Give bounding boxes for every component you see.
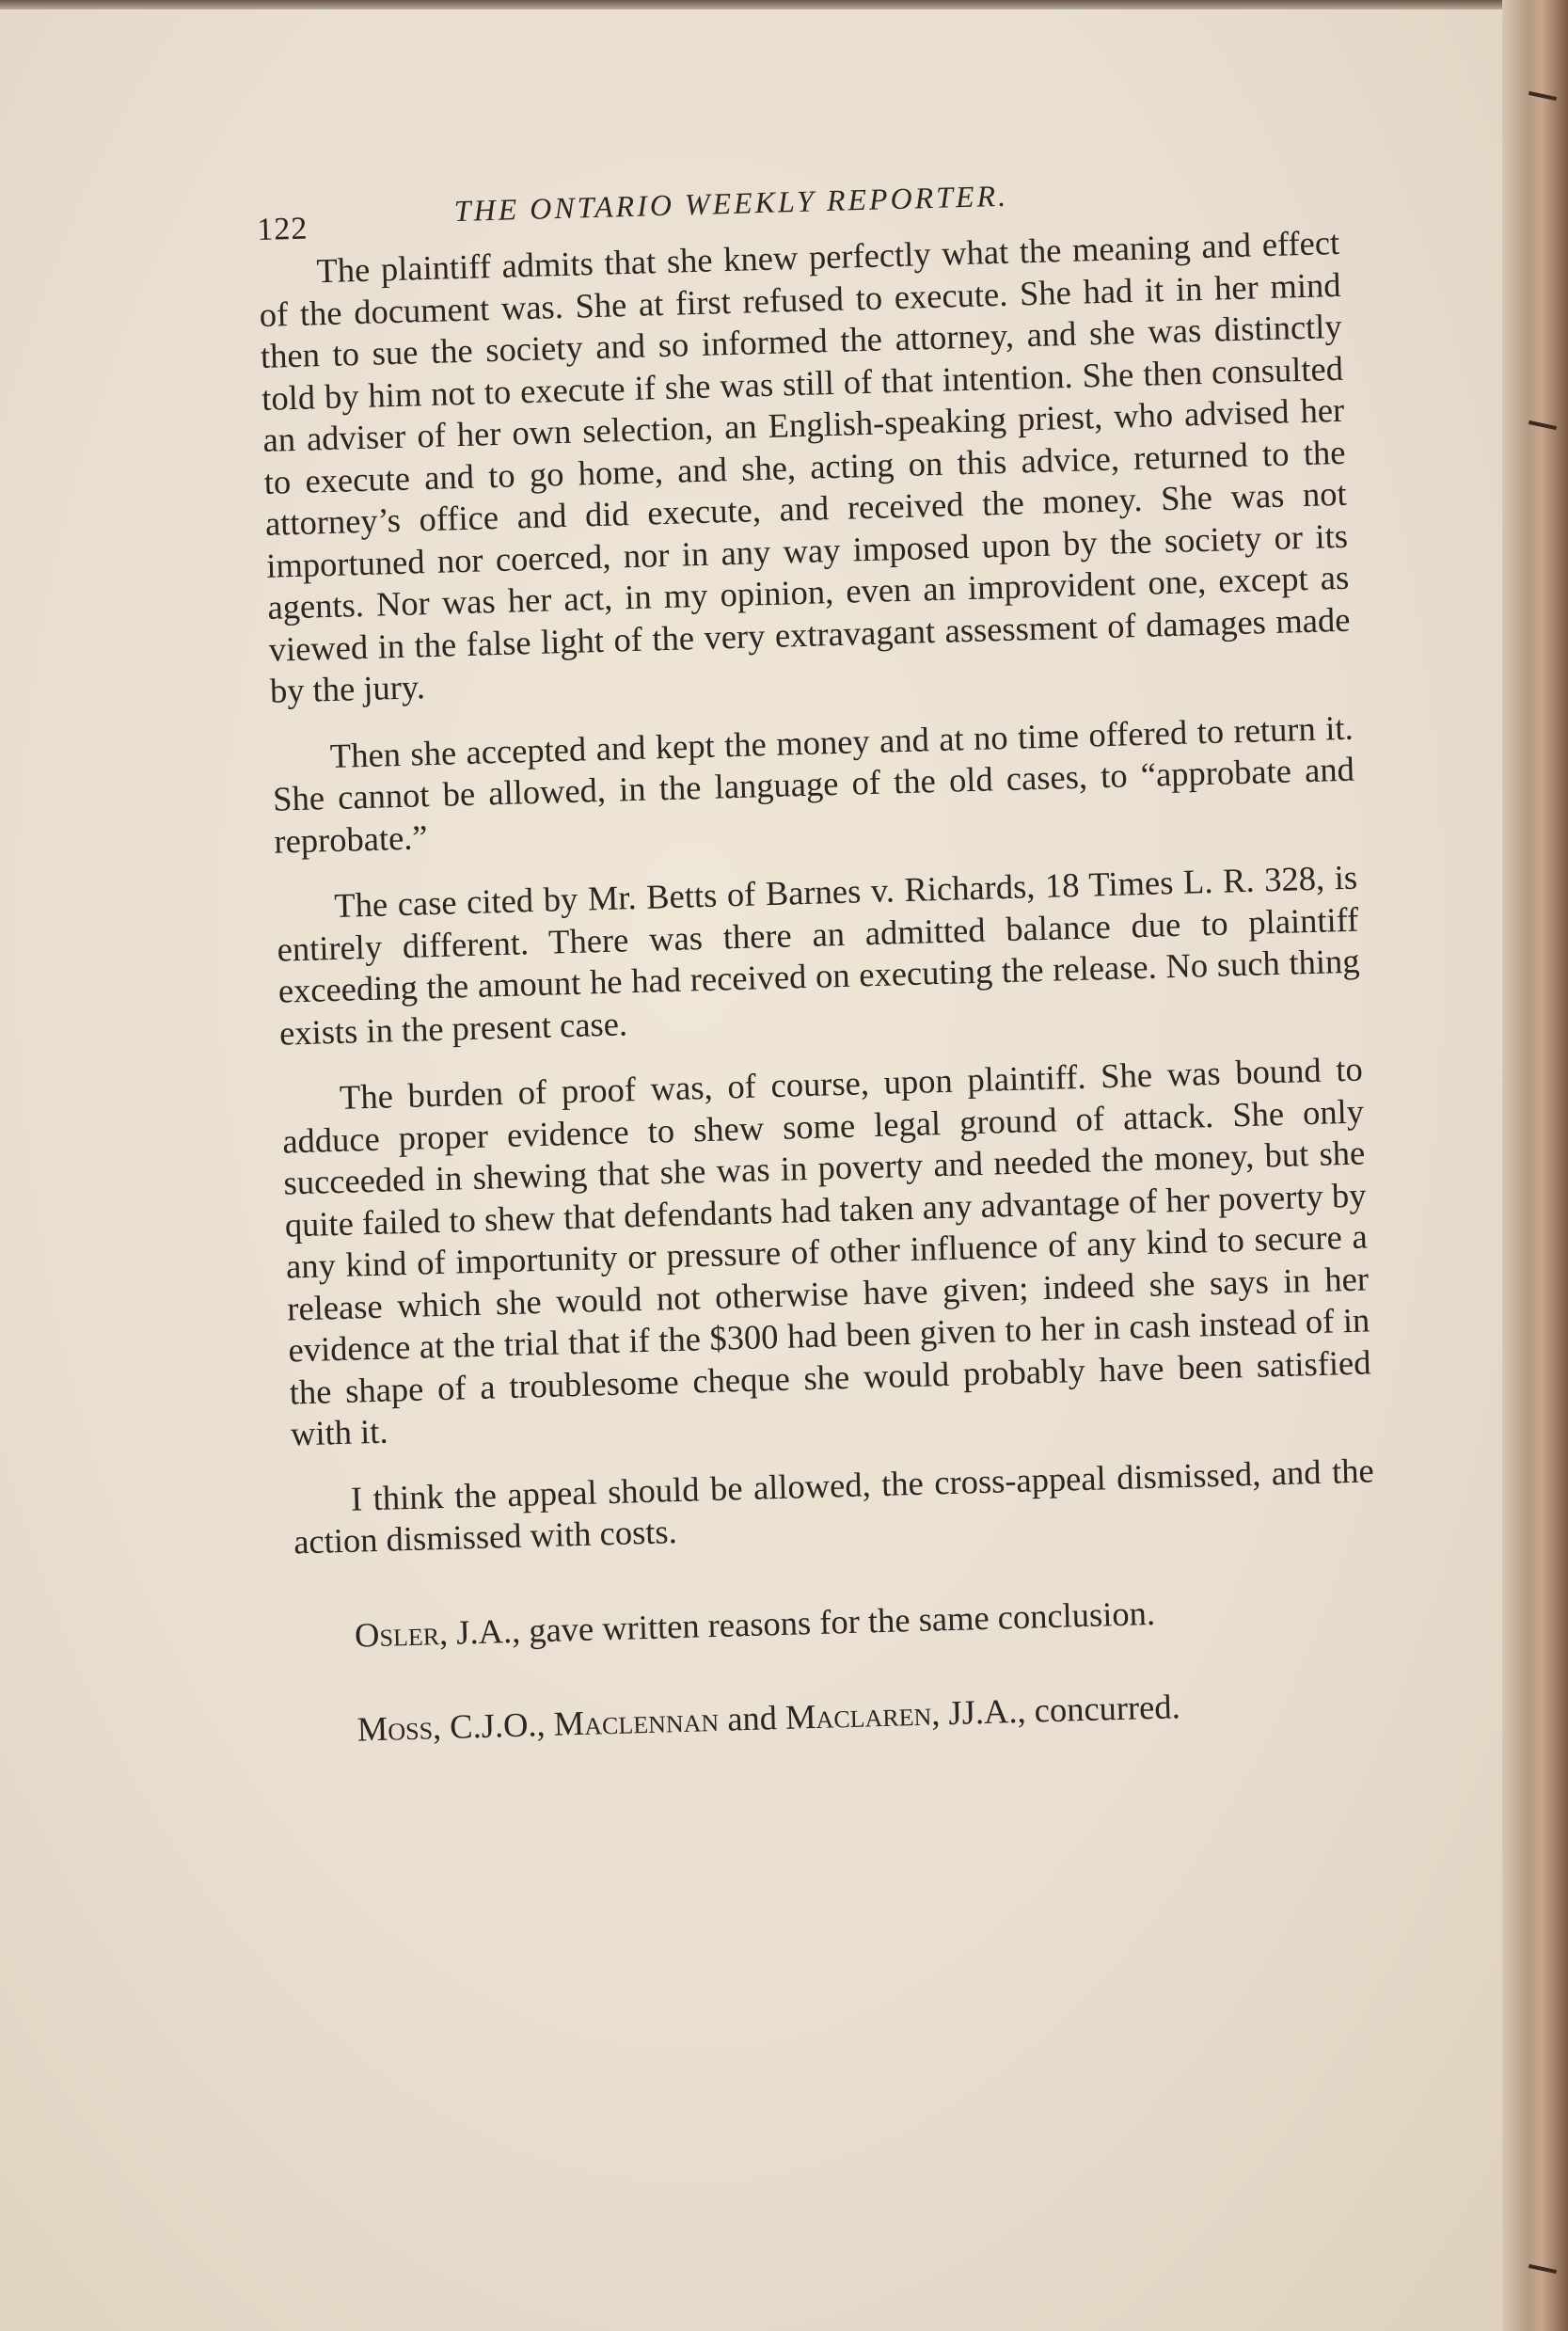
judge-name-maclennan: Maclennan: [553, 1699, 720, 1743]
page-edge-mark: [1528, 91, 1557, 101]
page-text-block: [256, 156, 1382, 1777]
journal-title: THE ONTARIO WEEKLY REPORTER.: [453, 178, 1009, 229]
judge-name-osler: Osler: [354, 1612, 440, 1655]
osler-text: , J.A., gave written reasons for the same conclusion.: [438, 1593, 1156, 1652]
judge-name-moss: Moss: [356, 1707, 434, 1749]
concurrence-text-1: , C.J.O.,: [432, 1704, 555, 1747]
paragraph-case-cited: The case cited by Mr. Betts of Barnes v. Richards, 18 Times L. R. 328, is entirely different. There was there an admitted balance due to plaintiff exceeding the amount he had received on executing the release. No such thing exists in the present case.: [277, 857, 1361, 1053]
paragraph-appeal-allowed: I think the appeal should be allowed, the cross-appeal dismissed, and the action dismissed with costs.: [293, 1450, 1375, 1562]
page-top-edge: [0, 0, 1568, 9]
judge-name-maclaren: Maclaren: [784, 1693, 932, 1736]
page-edge-mark: [1528, 420, 1557, 430]
page-number: 122: [256, 211, 309, 247]
paragraph-burden-of-proof: The burden of proof was, of course, upon plaintiff. She was bound to adduce proper evidence to shew some legal ground of attack. She only succeeded in shewing that she was in poverty and needed the money, but she quite failed to shew that defendants had taken any advantage of her poverty by any kind of importunity or pressure of other influence of any kind to secure a release which she would not otherwise have given; indeed she says in her evidence at the trial that if the $300 had been given to her in cash instead of in the shape of a troublesome cheque she would probably have been satisfied with it.: [281, 1049, 1371, 1453]
paragraph-osler: [295, 1586, 1378, 1658]
book-spine-edge: [1502, 0, 1568, 2331]
page-edge-mark: [1528, 2264, 1557, 2274]
paragraph-plaintiff-admits: The plaintiff admits that she knew perfectly what the meaning and effect of the document was. She at first refused to execute. She had it in her mind then to sue the society and so informed the attorney, and she was distinctly told by him not to execute if she was still of that intention. She then consulted an adviser of her own selection, an English-speaking priest, who advised her to execute and to go home, and she, acting on this advice, returned to the attorney’s office and did execute, and received the money. She was not importuned nor coerced, nor in any way imposed upon by the society or its agents. Nor was her act, in my opinion, even an improvident one, except as viewed in the false light of the very extravagant assessment of damages made by the jury.: [259, 222, 1351, 710]
paragraph-concurrence: [298, 1680, 1381, 1752]
paragraph-accepted-money: Then she accepted and kept the money and at no time offered to return it. She cannot be allowed, in the language of the old cases, to “approbate and reprobate.”: [272, 707, 1355, 861]
book-page: [0, 8, 1533, 2331]
concurrence-text-3: , JJ.A., concurred.: [930, 1687, 1181, 1733]
concurrence-text-2: and: [718, 1697, 786, 1738]
